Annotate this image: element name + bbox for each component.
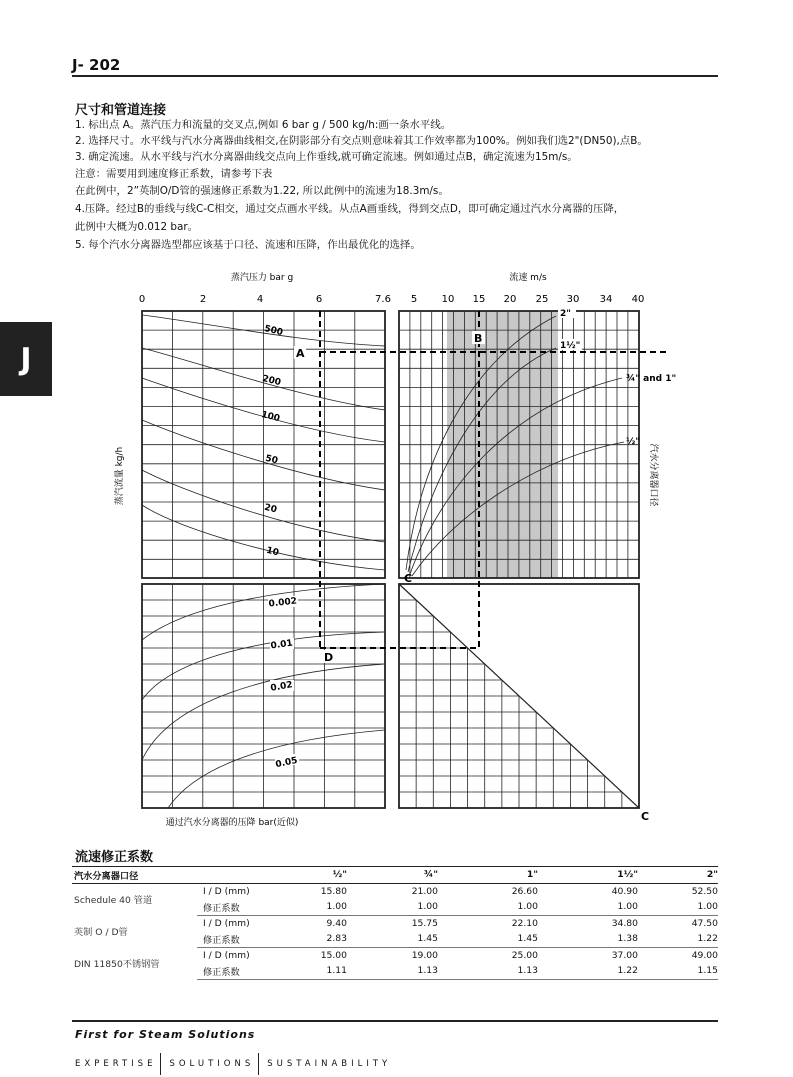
table-cell: 1.11 — [272, 963, 347, 979]
table-header-row — [72, 867, 718, 884]
page-code: J- 202 — [72, 56, 121, 74]
table-cell: 34.80 — [611, 917, 638, 929]
table-header-cell: 1" — [438, 867, 538, 884]
row-label: I / D (mm) — [203, 917, 250, 929]
velocity-tick: 30 — [566, 294, 580, 305]
table-cell: 19.00 — [411, 949, 438, 961]
flow-curve-label: 100 — [260, 409, 281, 425]
table-cell: 15.00 — [320, 949, 347, 961]
table-row — [72, 947, 718, 963]
table-header-cell: ¾" — [347, 867, 438, 884]
size-curve-label: ¾" and 1" — [626, 374, 677, 384]
table-cell: 25.00 — [511, 949, 538, 961]
table-cell: 37.00 — [611, 949, 638, 961]
table-cell: 1.00 — [538, 899, 638, 915]
velocity-tick: 5 — [410, 294, 418, 305]
table-cell: 1.00 — [347, 899, 438, 915]
pressure-tick: 0 — [138, 294, 146, 305]
footer-tagline — [75, 1053, 391, 1075]
footer-word: SUSTAINABILITY — [267, 1059, 392, 1069]
velocity-tick: 40 — [631, 294, 645, 305]
pressure-drop-axis-title: 通过汽水分离器的压降 bar(近似) — [165, 818, 299, 828]
table-cell: 47.50 — [691, 917, 718, 929]
table-cell: 1.13 — [347, 963, 438, 979]
table-row — [72, 883, 718, 899]
footer-rule — [72, 1020, 718, 1022]
instruction-line: 5. 每个汽水分离器选型都应该基于口径、流速和压降，作出最优化的选择。 — [75, 239, 421, 251]
table-cell: 1.45 — [438, 931, 538, 947]
pressure-drop-curve-label: 0.01 — [270, 638, 294, 652]
table-cell: 1.00 — [272, 899, 347, 915]
pressure-tick: 2 — [199, 294, 207, 305]
pressure-tick: 4 — [256, 294, 264, 305]
flow-curve-label: 50 — [264, 453, 279, 467]
flow-curve-label: 200 — [261, 373, 282, 389]
table-cell: 52.50 — [691, 885, 718, 897]
pipe-type-cell: DIN 11850不锈钢管 — [74, 959, 160, 970]
table-cell: 1.22 — [638, 931, 718, 947]
velocity-correction-table — [72, 866, 718, 980]
velocity-tick: 10 — [441, 294, 455, 305]
footer-slogan: First for Steam Solutions — [75, 1028, 256, 1041]
table-header-cell: 1½" — [538, 867, 638, 884]
velocity-tick: 15 — [472, 294, 486, 305]
instruction-line: 4.压降。经过B的垂线与线C-C相交，通过交点画水平线。从点A画垂线，得到交点D，即可确定通过汽水分离器的压降， — [75, 203, 625, 215]
pressure-drop-curve-label: 0.05 — [274, 755, 299, 771]
size-curve-label: ½" — [626, 437, 641, 447]
size-curve-label: 1½" — [560, 341, 581, 351]
table-cell: 1.15 — [638, 963, 718, 979]
instruction-line: 在此例中，2”英制O/D管的强速修正系数为1.22, 所以此例中的流速为18.3m/s。 — [75, 185, 449, 197]
footer-divider — [160, 1053, 161, 1075]
pressure-axis-title: 蒸汽压力 bar g — [230, 273, 294, 283]
pressure-drop-curve-label: 0.02 — [269, 680, 294, 694]
table-cell: 1.00 — [438, 899, 538, 915]
table-cell: 2.83 — [272, 931, 347, 947]
pipe-type-cell: Schedule 40 管道 — [74, 895, 153, 907]
table-header-cell: 汽水分离器口径 — [72, 867, 272, 884]
instruction-line: 1. 标出点 A。蒸汽压力和流量的交叉点,例如 6 bar g / 500 kg/h:画一条水平线。 — [75, 119, 452, 131]
row-label: I / D (mm) — [203, 885, 250, 897]
instruction-line: 3. 确定流速。从水平线与汽水分离器曲线交点向上作垂线,就可确定流速。例如通过点B，确定流速为15m/s。 — [75, 151, 578, 163]
table-cell: 26.60 — [511, 885, 538, 897]
section-tab: J — [0, 322, 52, 396]
section-title: 尺寸和管道连接 — [75, 103, 167, 118]
instruction-line: 注意：需要用到速度修正系数，请参考下表 — [75, 168, 273, 180]
point-d: D — [324, 651, 334, 664]
table-cell: 15.80 — [320, 885, 347, 897]
table-cell: 1.45 — [347, 931, 438, 947]
table-cell: 40.90 — [611, 885, 638, 897]
table-header-cell: ½" — [272, 867, 347, 884]
size-curve-label: 2" — [560, 309, 571, 319]
point-a: A — [296, 347, 305, 360]
velocity-axis-title: 流速 m/s — [509, 273, 547, 283]
row-label: I / D (mm) — [203, 949, 250, 961]
point-c: C — [404, 572, 413, 585]
table-cell: 1.38 — [538, 931, 638, 947]
table-cell: 1.00 — [638, 899, 718, 915]
point-c: C — [641, 810, 650, 823]
flow-pressure-panel — [142, 311, 385, 578]
velocity-tick: 34 — [599, 294, 613, 305]
table-cell: 15.75 — [411, 917, 438, 929]
pressure-tick: 6 — [315, 294, 323, 305]
velocity-tick: 20 — [503, 294, 517, 305]
table-row — [72, 915, 718, 931]
pressure-drop-curve-label: 0.002 — [268, 596, 298, 610]
flow-curve-label: 20 — [263, 502, 278, 516]
pressure-drop-panel — [142, 584, 385, 808]
instruction-line: 2. 选择尺寸。水平线与汽水分离器曲线相交,在阴影部分有交点则意味着其工作效率都为100%。例如我们选2"(DN50),点B。 — [75, 135, 648, 147]
table-cell: 22.10 — [511, 917, 538, 929]
flow-curve-label: 10 — [265, 545, 280, 559]
row-label: 修正系数 — [197, 899, 272, 915]
flow-curve-label: 500 — [263, 323, 284, 339]
table-cell: 1.22 — [538, 963, 638, 979]
table-cell: 9.40 — [326, 917, 347, 929]
footer-word: EXPERTISE — [75, 1059, 157, 1069]
table-cell: 1.13 — [438, 963, 538, 979]
instruction-line: 此例中大概为0.012 bar。 — [75, 221, 199, 233]
table-cell: 21.00 — [411, 885, 438, 897]
row-label: 修正系数 — [197, 963, 272, 979]
correction-table-title: 流速修正系数 — [75, 850, 154, 865]
row-label: 修正系数 — [197, 931, 272, 947]
velocity-tick: 25 — [535, 294, 549, 305]
footer-word: SOLUTIONS — [169, 1059, 255, 1069]
size-axis-title: 汽水分离器口径 — [648, 443, 658, 507]
flow-axis-title: 蒸汽流量 kg/h — [115, 446, 125, 506]
point-b: B — [474, 332, 483, 345]
footer-divider — [258, 1053, 259, 1075]
transfer-panel — [399, 584, 639, 808]
pressure-tick: 7.6 — [375, 294, 391, 305]
table-cell: 49.00 — [691, 949, 718, 961]
pipe-type-cell: 英制 O / D管 — [74, 927, 128, 938]
table-header-cell: 2" — [638, 867, 718, 884]
